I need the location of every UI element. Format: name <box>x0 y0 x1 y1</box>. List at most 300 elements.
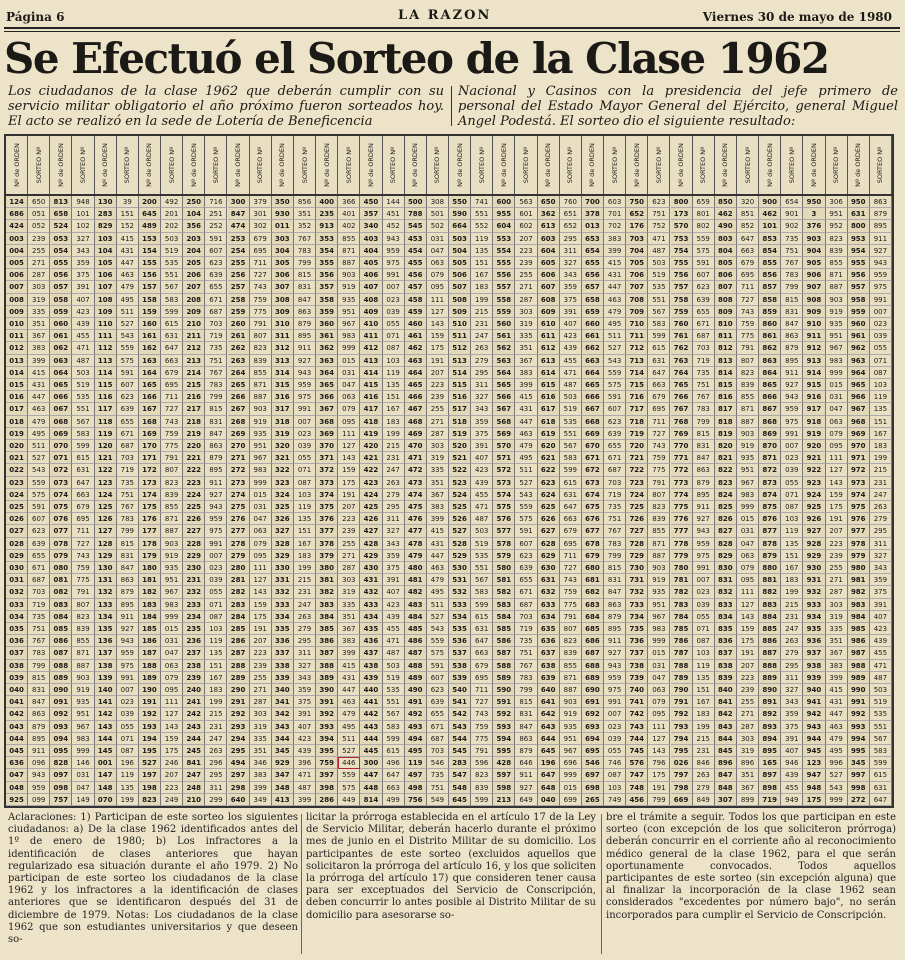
order-number-cell: 247 <box>183 769 205 781</box>
order-number-cell: 439 <box>360 672 382 684</box>
order-number-cell: 737 <box>626 647 648 659</box>
draw-number-cell: 943 <box>383 233 405 245</box>
order-number-cell: 170 <box>139 440 161 452</box>
draw-number-cell: 831 <box>515 708 537 720</box>
order-number-cell: 834 <box>715 611 737 623</box>
draw-number-cell: 335 <box>338 599 360 611</box>
draw-number-cell: 335 <box>28 306 50 318</box>
order-number-cell: 427 <box>360 525 382 537</box>
draw-number-cell: 103 <box>604 782 626 794</box>
draw-number-cell: 335 <box>826 623 848 635</box>
draw-number-cell: 159 <box>826 489 848 501</box>
draw-number-cell: 263 <box>781 635 803 647</box>
newspaper-name: LA RAZON <box>398 8 492 23</box>
draw-number-cell: 543 <box>515 489 537 501</box>
draw-number-cell: 695 <box>471 672 493 684</box>
order-number-cell: 786 <box>671 635 693 647</box>
draw-number-cell: 799 <box>294 257 316 269</box>
draw-number-cell: 849 <box>693 794 715 806</box>
order-number-cell: 290 <box>228 684 250 696</box>
draw-number-cell: 623 <box>515 550 537 562</box>
draw-number-cell: 863 <box>870 196 892 208</box>
draw-number-cell: 479 <box>338 708 360 720</box>
order-number-cell: 669 <box>671 794 693 806</box>
draw-number-cell: 741 <box>471 196 493 208</box>
draw-number-cell: 607 <box>427 672 449 684</box>
order-number-cell: 877 <box>759 525 781 537</box>
order-number-cell: 918 <box>803 416 825 428</box>
order-number-cell: 855 <box>759 257 781 269</box>
order-number-cell: 818 <box>715 416 737 428</box>
draw-number-cell: 687 <box>205 306 227 318</box>
draw-number-cell: 015 <box>826 379 848 391</box>
order-number-cell: 572 <box>493 464 515 476</box>
draw-number-cell: 199 <box>781 586 803 598</box>
draw-number-cell: 647 <box>161 342 183 354</box>
draw-number-cell: 719 <box>117 464 139 476</box>
order-number-cell: 614 <box>538 367 560 379</box>
order-number-cell: 112 <box>95 342 117 354</box>
order-number-cell: 741 <box>626 696 648 708</box>
draw-number-cell: 167 <box>205 672 227 684</box>
draw-number-cell: 223 <box>427 379 449 391</box>
order-number-cell: 871 <box>759 452 781 464</box>
draw-number-cell: 039 <box>205 574 227 586</box>
draw-number-cell: 151 <box>870 416 892 428</box>
order-number-cell: 678 <box>582 538 604 550</box>
order-number-cell: 314 <box>272 367 294 379</box>
draw-number-cell: 935 <box>826 318 848 330</box>
column-divider <box>301 814 302 954</box>
draw-number-cell: 279 <box>383 489 405 501</box>
draw-number-cell: 967 <box>648 611 670 623</box>
order-number-cell: 836 <box>715 635 737 647</box>
draw-number-cell: 543 <box>604 355 626 367</box>
order-number-cell: 115 <box>95 379 117 391</box>
draw-number-cell: 839 <box>648 513 670 525</box>
draw-number-cell: 603 <box>604 196 626 208</box>
order-number-cell: 940 <box>803 684 825 696</box>
order-number-cell: 553 <box>493 233 515 245</box>
draw-number-cell: 103 <box>781 513 803 525</box>
draw-number-cell: 519 <box>648 269 670 281</box>
order-number-cell: 262 <box>228 342 250 354</box>
order-number-cell: 931 <box>803 574 825 586</box>
order-number-cell: 330 <box>272 562 294 574</box>
order-number-cell: 813 <box>715 355 737 367</box>
draw-number-cell: 999 <box>338 342 360 354</box>
draw-number-cell: 047 <box>338 379 360 391</box>
order-number-cell: 078 <box>50 538 72 550</box>
draw-number-cell: 102 <box>72 220 94 232</box>
draw-number-cell: 967 <box>560 745 582 757</box>
draw-number-cell: 951 <box>338 306 360 318</box>
draw-number-cell: 615 <box>870 769 892 781</box>
draw-number-cell: 463 <box>338 696 360 708</box>
order-number-cell: 448 <box>360 782 382 794</box>
draw-number-cell: 887 <box>161 525 183 537</box>
order-number-cell: 280 <box>228 562 250 574</box>
draw-number-cell: 271 <box>28 257 50 269</box>
column-header-sorteo: SORTEO Nº <box>205 136 227 194</box>
order-number-cell: 558 <box>493 294 515 306</box>
draw-number-cell: 223 <box>737 672 759 684</box>
draw-number-cell: 351 <box>250 745 272 757</box>
order-number-cell: 312 <box>272 342 294 354</box>
order-number-cell: 136 <box>95 635 117 647</box>
draw-number-cell: 623 <box>205 257 227 269</box>
draw-number-cell: 735 <box>427 769 449 781</box>
draw-number-cell: 119 <box>205 635 227 647</box>
order-number-cell: 723 <box>626 477 648 489</box>
order-number-cell: 432 <box>360 586 382 598</box>
order-number-cell: 017 <box>6 403 28 415</box>
order-number-cell: 972 <box>848 464 870 476</box>
order-number-cell: 845 <box>715 745 737 757</box>
order-number-cell: 690 <box>582 684 604 696</box>
order-number-cell: 578 <box>493 538 515 550</box>
draw-number-cell: 783 <box>28 647 50 659</box>
order-number-cell: 391 <box>316 696 338 708</box>
order-number-cell: 468 <box>405 416 427 428</box>
draw-number-cell: 319 <box>515 318 537 330</box>
column-header-sorteo: SORTEO Nº <box>781 136 803 194</box>
order-number-cell: 638 <box>538 660 560 672</box>
draw-number-cell: 346 <box>250 757 272 769</box>
draw-number-cell: 199 <box>383 428 405 440</box>
order-number-cell: 097 <box>50 769 72 781</box>
draw-number-cell: 919 <box>560 708 582 720</box>
order-number-cell: 759 <box>316 757 338 769</box>
draw-number-cell: 607 <box>693 269 715 281</box>
order-number-cell: 471 <box>405 452 427 464</box>
order-number-cell: 927 <box>803 525 825 537</box>
order-number-cell: 026 <box>671 757 693 769</box>
draw-number-cell: 175 <box>427 342 449 354</box>
draw-number-cell: 152 <box>117 220 139 232</box>
order-number-cell: 018 <box>6 416 28 428</box>
draw-number-cell: 559 <box>28 477 50 489</box>
draw-number-cell: 959 <box>117 647 139 659</box>
draw-number-cell: 767 <box>515 660 537 672</box>
draw-number-cell: 239 <box>515 257 537 269</box>
draw-number-cell: 063 <box>826 416 848 428</box>
draw-number-cell: 943 <box>294 367 316 379</box>
draw-number-cell: 379 <box>250 196 272 208</box>
draw-number-cell: 983 <box>161 599 183 611</box>
order-number-cell: 833 <box>715 599 737 611</box>
draw-number-cell: 146 <box>72 757 94 769</box>
draw-number-cell: 295 <box>870 525 892 537</box>
draw-number-cell: 791 <box>737 342 759 354</box>
lottery-results-table <box>4 134 894 808</box>
draw-number-cell: 546 <box>427 757 449 769</box>
draw-number-cell: 103 <box>383 355 405 367</box>
draw-number-cell: 111 <box>648 721 670 733</box>
draw-number-cell: 719 <box>515 623 537 635</box>
order-number-cell: 062 <box>50 342 72 354</box>
order-number-cell: 854 <box>759 245 781 257</box>
order-number-cell: 820 <box>715 440 737 452</box>
draw-number-cell: 927 <box>604 647 626 659</box>
draw-number-cell: 215 <box>383 440 405 452</box>
draw-number-cell: 887 <box>250 391 272 403</box>
draw-number-cell: 319 <box>737 745 759 757</box>
order-number-cell: 662 <box>582 342 604 354</box>
order-number-cell: 473 <box>405 477 427 489</box>
draw-number-cell: 503 <box>471 525 493 537</box>
draw-number-cell: 831 <box>604 574 626 586</box>
draw-number-cell: 447 <box>604 281 626 293</box>
draw-number-cell: 423 <box>870 623 892 635</box>
draw-number-cell: 983 <box>737 489 759 501</box>
order-number-cell: 259 <box>228 306 250 318</box>
order-number-cell: 370 <box>316 440 338 452</box>
order-number-cell: 369 <box>316 428 338 440</box>
order-number-cell: 867 <box>759 403 781 415</box>
draw-number-cell: 183 <box>471 281 493 293</box>
draw-number-cell: 031 <box>826 391 848 403</box>
order-number-cell: 455 <box>405 257 427 269</box>
draw-number-cell: 631 <box>471 623 493 635</box>
draw-number-cell: 847 <box>28 696 50 708</box>
order-number-cell: 173 <box>139 477 161 489</box>
draw-number-cell: 223 <box>515 245 537 257</box>
draw-number-cell: 079 <box>338 403 360 415</box>
draw-number-cell: 855 <box>72 635 94 647</box>
order-number-cell: 900 <box>759 196 781 208</box>
draw-number-cell: 231 <box>471 318 493 330</box>
order-number-cell: 923 <box>803 477 825 489</box>
order-number-cell: 236 <box>183 635 205 647</box>
draw-number-cell: 492 <box>161 196 183 208</box>
draw-number-cell: 615 <box>161 318 183 330</box>
draw-number-cell: 527 <box>338 745 360 757</box>
draw-number-cell: 503 <box>161 233 183 245</box>
order-number-cell: 658 <box>582 294 604 306</box>
order-number-cell: 604 <box>493 220 515 232</box>
draw-number-cell: 567 <box>648 306 670 318</box>
order-number-cell: 357 <box>360 208 382 220</box>
draw-number-cell: 407 <box>870 611 892 623</box>
draw-number-cell: 852 <box>737 220 759 232</box>
draw-number-cell: 175 <box>250 611 272 623</box>
order-number-cell: 566 <box>493 391 515 403</box>
order-number-cell: 878 <box>759 538 781 550</box>
order-number-cell: 258 <box>228 294 250 306</box>
draw-number-cell: 151 <box>205 660 227 672</box>
order-number-cell: 868 <box>759 416 781 428</box>
order-number-cell: 891 <box>759 696 781 708</box>
draw-number-cell: 151 <box>471 257 493 269</box>
draw-number-cell: 919 <box>161 550 183 562</box>
draw-number-cell: 202 <box>161 220 183 232</box>
draw-number-cell: 071 <box>870 355 892 367</box>
order-number-cell: 080 <box>50 562 72 574</box>
draw-number-cell: 431 <box>427 538 449 550</box>
order-number-cell: 130 <box>95 562 117 574</box>
draw-number-cell: 047 <box>648 672 670 684</box>
draw-number-cell: 215 <box>693 733 715 745</box>
draw-number-cell: 655 <box>693 306 715 318</box>
draw-number-cell: 703 <box>427 745 449 757</box>
order-number-cell: 830 <box>715 562 737 574</box>
draw-number-cell: 951 <box>648 599 670 611</box>
order-number-cell: 574 <box>493 489 515 501</box>
draw-number-cell: 207 <box>250 635 272 647</box>
order-number-cell: 971 <box>848 452 870 464</box>
draw-number-cell: 919 <box>826 306 848 318</box>
draw-number-cell: 951 <box>72 708 94 720</box>
draw-number-cell: 201 <box>161 208 183 220</box>
order-number-cell: 456 <box>405 269 427 281</box>
draw-number-cell: 559 <box>338 769 360 781</box>
order-number-cell: 025 <box>6 501 28 513</box>
order-number-cell: 544 <box>449 733 471 745</box>
order-number-cell: 707 <box>626 281 648 293</box>
draw-number-cell: 343 <box>560 269 582 281</box>
order-number-cell: 206 <box>183 269 205 281</box>
draw-number-cell: 399 <box>826 672 848 684</box>
order-number-cell: 328 <box>272 538 294 550</box>
order-number-cell: 255 <box>228 257 250 269</box>
order-number-cell: 462 <box>759 208 781 220</box>
draw-number-cell: 039 <box>693 599 715 611</box>
order-number-cell: 906 <box>803 269 825 281</box>
draw-number-cell: 879 <box>693 477 715 489</box>
draw-number-cell: 439 <box>294 745 316 757</box>
draw-number-cell: 263 <box>205 745 227 757</box>
draw-number-cell: 055 <box>205 586 227 598</box>
draw-number-cell: 701 <box>604 208 626 220</box>
order-number-cell: 742 <box>626 708 648 720</box>
draw-number-cell: 647 <box>648 367 670 379</box>
draw-number-cell: 175 <box>648 769 670 781</box>
order-number-cell: 519 <box>449 428 471 440</box>
draw-number-cell: 007 <box>604 708 626 720</box>
order-number-cell: 982 <box>848 586 870 598</box>
draw-number-cell: 191 <box>250 623 272 635</box>
order-number-cell: 509 <box>449 306 471 318</box>
draw-number-cell: 007 <box>870 306 892 318</box>
order-number-cell: 122 <box>95 464 117 476</box>
order-number-cell: 695 <box>582 745 604 757</box>
draw-number-cell: 751 <box>427 782 449 794</box>
draw-number-cell: 567 <box>383 708 405 720</box>
draw-number-cell: 215 <box>781 599 803 611</box>
order-number-cell: 263 <box>228 355 250 367</box>
draw-number-cell: 863 <box>294 306 316 318</box>
draw-number-cell: 655 <box>205 281 227 293</box>
order-number-cell: 048 <box>6 782 28 794</box>
order-number-cell: 231 <box>183 574 205 586</box>
draw-number-cell: 671 <box>604 452 626 464</box>
draw-number-cell: 423 <box>560 330 582 342</box>
draw-number-cell: 423 <box>471 464 493 476</box>
column-header-sorteo: SORTEO Nº <box>383 136 405 194</box>
draw-number-cell: 887 <box>826 281 848 293</box>
order-number-cell: 843 <box>715 721 737 733</box>
draw-number-cell: 847 <box>117 562 139 574</box>
order-number-cell: 677 <box>582 525 604 537</box>
draw-number-cell: 471 <box>471 501 493 513</box>
order-number-cell: 956 <box>848 269 870 281</box>
order-number-cell: 497 <box>405 769 427 781</box>
draw-number-cell: 895 <box>28 733 50 745</box>
order-number-cell: 294 <box>228 733 250 745</box>
draw-number-cell: 487 <box>72 355 94 367</box>
order-number-cell: 384 <box>316 611 338 623</box>
draw-number-cell: 599 <box>471 599 493 611</box>
draw-number-cell: 231 <box>205 721 227 733</box>
draw-number-cell: 311 <box>294 647 316 659</box>
order-number-cell: 462 <box>405 342 427 354</box>
order-number-cell: 879 <box>759 550 781 562</box>
order-number-cell: 934 <box>803 611 825 623</box>
draw-number-cell: 831 <box>294 281 316 293</box>
order-number-cell: 289 <box>228 672 250 684</box>
draw-number-cell: 791 <box>471 745 493 757</box>
column-header-sorteo: SORTEO Nº <box>72 136 94 194</box>
draw-number-cell: 191 <box>338 489 360 501</box>
order-number-cell: 083 <box>50 599 72 611</box>
draw-number-cell: 735 <box>604 501 626 513</box>
order-number-cell: 684 <box>582 611 604 623</box>
draw-number-cell: 439 <box>781 769 803 781</box>
column-header-orden: Nº de ORDEN <box>50 136 72 194</box>
draw-number-cell: 583 <box>383 721 405 733</box>
draw-number-cell: 263 <box>471 342 493 354</box>
order-number-cell: 838 <box>715 660 737 672</box>
order-number-cell: 887 <box>759 647 781 659</box>
order-number-cell: 853 <box>759 233 781 245</box>
draw-number-cell: 135 <box>294 513 316 525</box>
order-number-cell: 298 <box>228 782 250 794</box>
order-number-cell: 119 <box>95 428 117 440</box>
order-number-cell: 650 <box>538 196 560 208</box>
order-number-cell: 376 <box>316 513 338 525</box>
order-number-cell: 388 <box>316 660 338 672</box>
order-number-cell: 277 <box>228 525 250 537</box>
draw-number-cell: 607 <box>515 538 537 550</box>
draw-number-cell: 743 <box>72 550 94 562</box>
draw-number-cell: 759 <box>250 294 272 306</box>
draw-number-cell: 991 <box>117 672 139 684</box>
order-number-cell: 488 <box>405 660 427 672</box>
draw-number-cell: 727 <box>250 269 272 281</box>
order-number-cell: 766 <box>671 391 693 403</box>
order-number-cell: 559 <box>493 306 515 318</box>
draw-number-cell: 879 <box>28 721 50 733</box>
draw-number-cell: 871 <box>648 538 670 550</box>
order-number-cell: 907 <box>803 281 825 293</box>
order-number-cell: 873 <box>759 477 781 489</box>
order-number-cell: 178 <box>139 538 161 550</box>
order-number-cell: 787 <box>671 647 693 659</box>
order-number-cell: 819 <box>715 428 737 440</box>
order-number-cell: 675 <box>582 501 604 513</box>
order-number-cell: 826 <box>715 513 737 525</box>
order-number-cell: 989 <box>848 672 870 684</box>
order-number-cell: 607 <box>538 281 560 293</box>
draw-number-cell: 711 <box>560 550 582 562</box>
order-number-cell: 408 <box>360 294 382 306</box>
draw-number-cell: 023 <box>117 696 139 708</box>
order-number-cell: 009 <box>6 306 28 318</box>
order-number-cell: 935 <box>803 623 825 635</box>
draw-number-cell: 999 <box>648 635 670 647</box>
order-number-cell: 106 <box>95 269 117 281</box>
